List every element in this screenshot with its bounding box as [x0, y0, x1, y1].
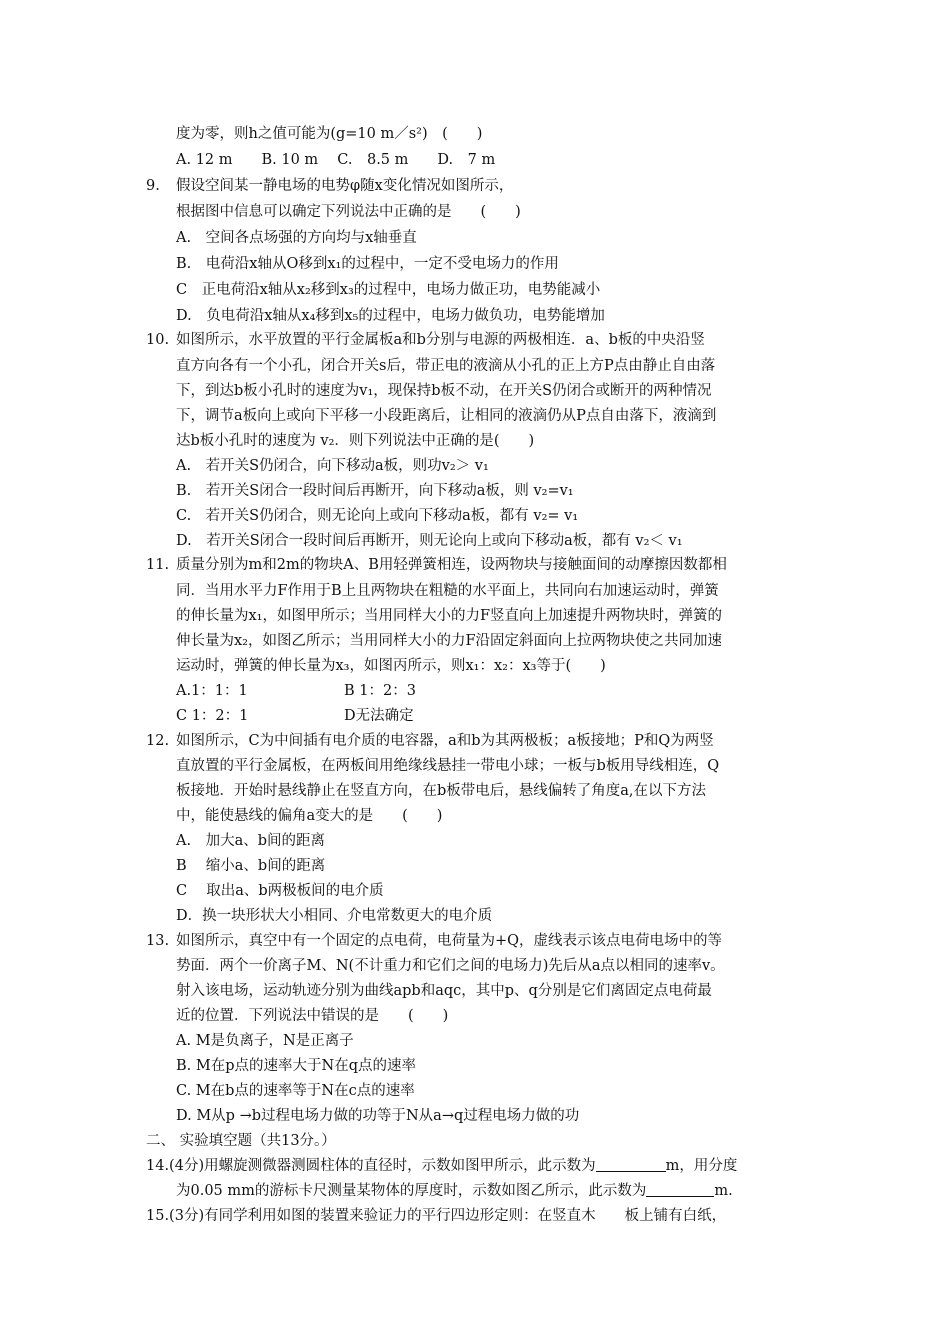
q13-text-line: 势面．两个一价离子M、N(不计重力和它们之间的电场力)先后从a点以相同的速率v。 [176, 958, 725, 974]
q12-text-line: 中，能使悬线的偏角a变大的是 ( ) [176, 808, 443, 824]
q11-text-line: 质量分别为m和2m的物块A、B用轻弹簧相连，设两物块与接触面间的动摩擦因数都相 [176, 557, 727, 573]
q11-text-line: 的伸长量为x₁，如图甲所示；当用同样大小的力F竖直向上加速提升两物块时，弹簧的 [176, 608, 723, 624]
q11-option-a: A.1：1：1 [176, 683, 248, 699]
q12-option-b: B 缩小a、b间的距离 [176, 858, 326, 874]
q11-option-d: D无法确定 [344, 708, 414, 724]
q13-text-line: 近的位置．下列说法中错误的是 ( ) [176, 1008, 449, 1024]
q12-text-line: 板接地．开始时悬线静止在竖直方向，在b板带电后，悬线偏转了角度a,在以下方法 [176, 783, 707, 799]
q15-text-line: 15.(3分)有同学利用如图的装置来验证力的平行四边形定则：在竖直木 板上铺有白纸， [146, 1208, 727, 1224]
q11-text-line: 运动时，弹簧的伸长量为x₃，如图丙所示，则x₁：x₂：x₃等于( ) [176, 658, 606, 674]
q12-option-a: A. 加大a、b间的距离 [176, 833, 326, 849]
answer-blank[interactable] [596, 1157, 666, 1172]
q10-option-b: B. 若开关S闭合一段时间后再断开，向下移动a板，则 v₂=v₁ [176, 483, 574, 499]
q13-text-line: 射入该电场，运动轨迹分别为曲线apb和aqc，其中p、q分别是它们离固定点电荷最 [176, 983, 712, 999]
q10-text-line: 如图所示，水平放置的平行金属板a和b分别与电源的两极相连．a、b板的中央沿竖 [176, 332, 705, 348]
q12-number: 12. [146, 733, 170, 749]
q10-text-line: 下，调节a板向上或向下平移一小段距离后，让相同的液滴仍从P点自由落下，液滴到 [176, 408, 717, 424]
q10-number: 10. [146, 332, 170, 348]
q13-option-b: B. M在p点的速率大于N在q点的速率 [176, 1058, 416, 1074]
section-heading: 二、 实验填空题（共13分。） [146, 1133, 336, 1149]
q13-number: 13. [146, 933, 170, 949]
q10-option-c: C. 若开关S仍闭合，则无论向上或向下移动a板，都有 v₂= v₁ [176, 508, 579, 524]
q11-number: 11. [146, 557, 170, 573]
answer-blank[interactable] [646, 1182, 714, 1197]
q10-text-line: 下，到达b板小孔时的速度为v₁，现保持b板不动，在开关S仍闭合或断开的两种情况 [176, 383, 712, 399]
q13-option-c: C. M在b点的速率等于N在c点的速率 [176, 1083, 415, 1099]
q10-option-a: A. 若开关S仍闭合，向下移动a板，则功v₂＞ v₁ [176, 458, 489, 474]
q8-text-line: 度为零，则h之值可能为(g=10 m／s²) ( ) [176, 126, 483, 142]
q10-text-line: 达b板小孔时的速度为 v₂．则下列说法中正确的是( ) [176, 433, 535, 449]
q12-option-c: C 取出a、b两极板间的电介质 [176, 883, 384, 899]
q14-text-part: m. [714, 1183, 733, 1199]
q9-option-c: C 正电荷沿x轴从x₂移到x₃的过程中，电场力做正功，电势能减小 [176, 282, 601, 298]
q9-option-d: D. 负电荷沿x轴从x₄移到x₅的过程中，电场力做负功，电势能增加 [176, 308, 605, 324]
q12-option-d: D．换一块形状大小相同、介电常数更大的电介质 [176, 908, 493, 924]
q11-option-c: C 1：2：1 [176, 708, 249, 724]
q9-text-line: 假设空间某一静电场的电势φ随x变化情况如图所示， [176, 178, 514, 194]
q14-text-line [146, 1156, 737, 1176]
q8-options: A. 12 m B. 10 m C. 8.5 m D. 7 m [176, 152, 496, 168]
q14-text-part: m，用分度 [665, 1158, 738, 1174]
q13-option-a: A. M是负离子，N是正离子 [176, 1033, 354, 1049]
q9-number: 9. [146, 178, 160, 194]
q10-text-line: 直方向各有一个小孔，闭合开关s后，带正电的液滴从小孔的正上方P点由静止自由落 [176, 358, 716, 374]
q13-text-line: 如图所示，真空中有一个固定的点电荷，电荷量为+Q，虚线表示该点电荷电场中的等 [176, 933, 723, 949]
q10-option-d: D. 若开关S闭合一段时间后再断开，则无论向上或向下移动a板，都有 v₂＜ v₁ [176, 533, 683, 549]
q12-text-line: 直放置的平行金属板，在两板间用绝缘线悬挂一带电小球；一板与b板用导线相连，Q [176, 758, 720, 774]
q9-text-line: 根据图中信息可以确定下列说法中正确的是 ( ) [176, 204, 521, 220]
q13-option-d: D. M从p →b过程电场力做的功等于N从a→q过程电场力做的功 [176, 1108, 580, 1124]
q12-text-line: 如图所示，C为中间插有电介质的电容器，a和b为其两极板；a板接地；P和Q为两竖 [176, 733, 714, 749]
q11-option-b: B 1：2：3 [344, 683, 416, 699]
q9-option-a: A. 空间各点场强的方向均与x轴垂直 [176, 230, 417, 246]
q14-text-part: 14.(4分)用螺旋测微器测圆柱体的直径时，示数如图甲所示，此示数为 [146, 1158, 596, 1174]
q9-option-b: B. 电荷沿x轴从O移到x₁的过程中，一定不受电场力的作用 [176, 256, 559, 272]
q11-text-line: 伸长量为x₂，如图乙所示；当用同样大小的力F沿固定斜面向上拉两物块使之共同加速 [176, 633, 723, 649]
q14-text-line [176, 1181, 733, 1201]
q14-text-part: 为0.05 mm的游标卡尺测量某物体的厚度时，示数如图乙所示，此示数为 [176, 1183, 647, 1199]
q11-text-line: 同．当用水平力F作用于B上且两物块在粗糙的水平面上，共同向右加速运动时，弹簧 [176, 583, 719, 599]
